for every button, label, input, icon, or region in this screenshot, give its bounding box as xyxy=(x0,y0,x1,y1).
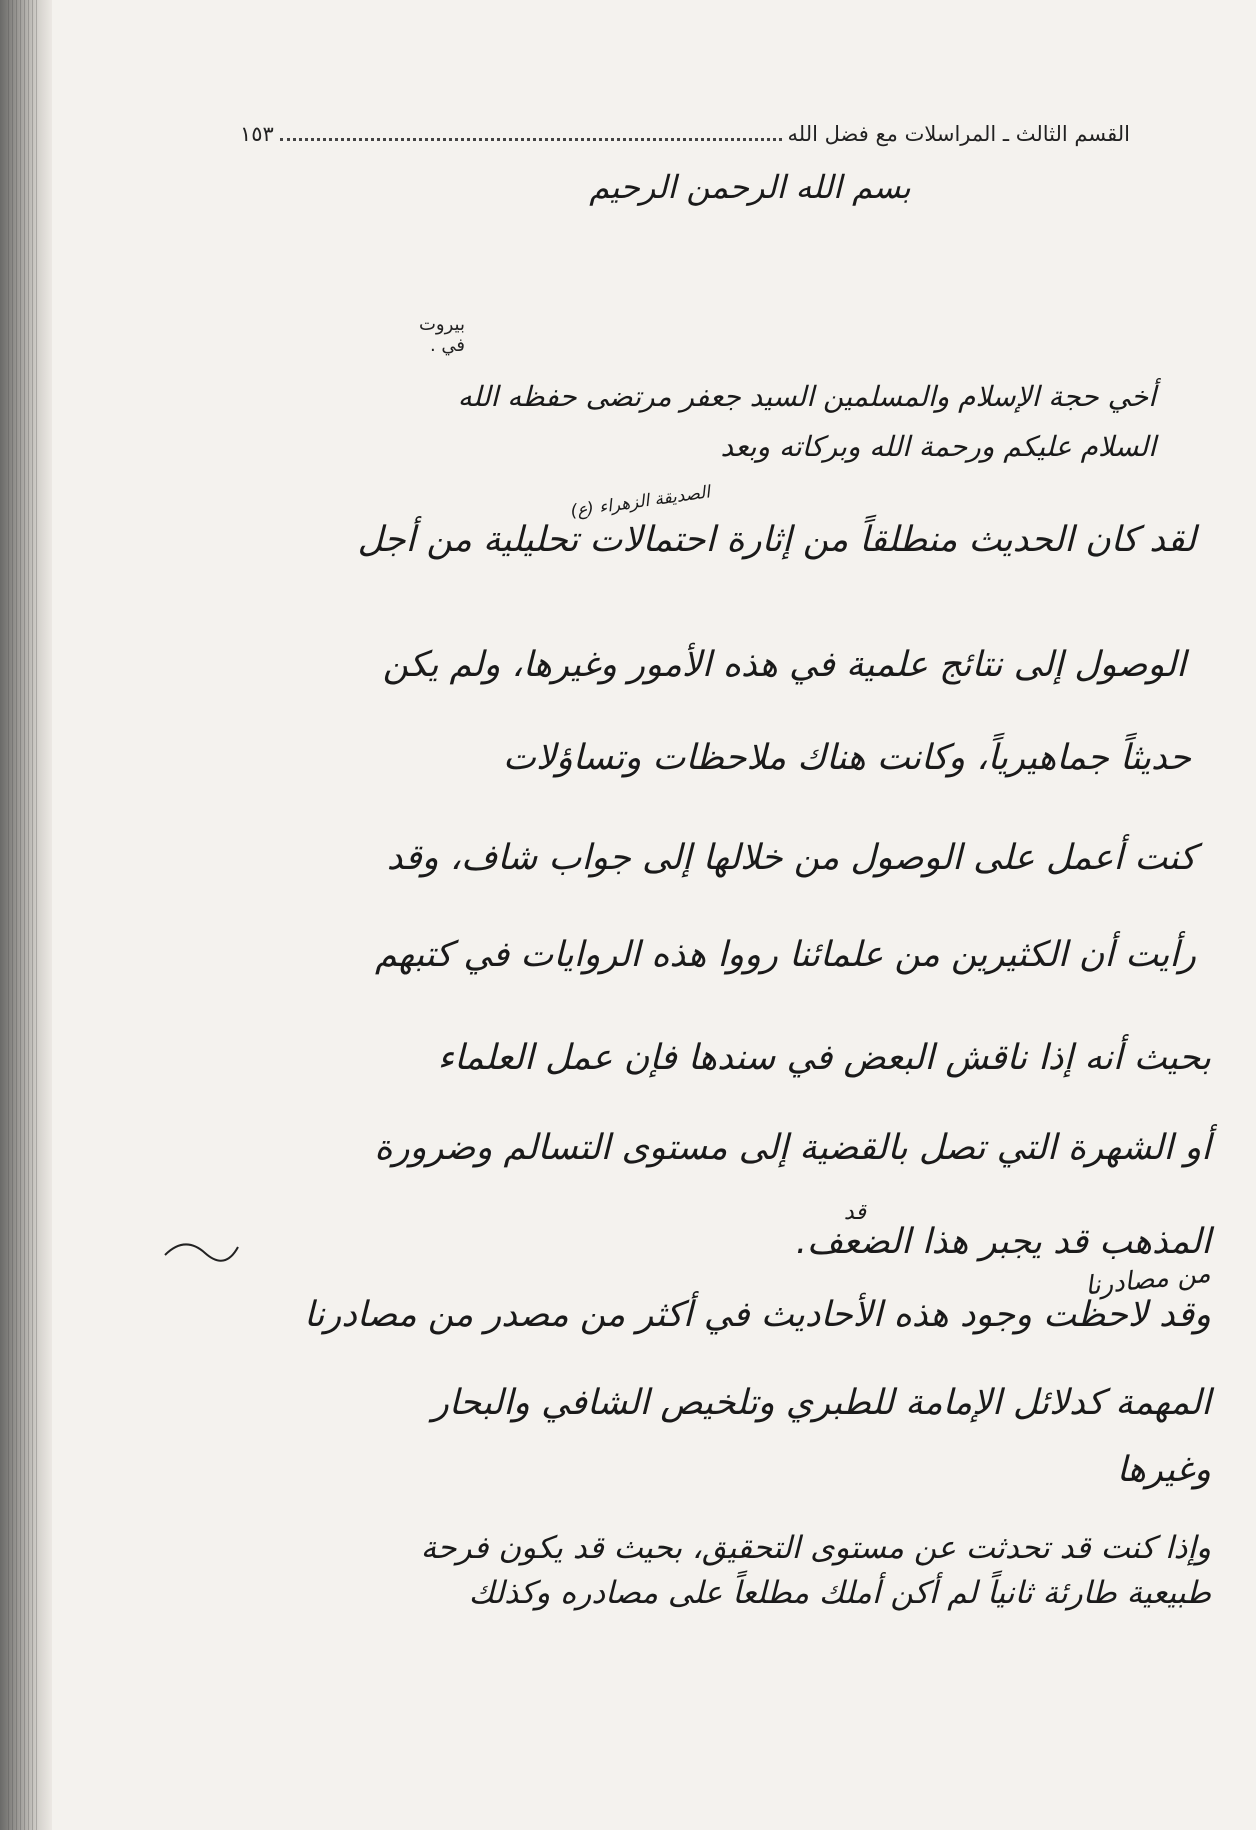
book-page-edge xyxy=(0,0,52,1830)
letter-line-6: بحيث أنه إذا ناقش البعض في سندها فإن عمل العلماء xyxy=(437,1038,1211,1078)
page-number: ١٥٣ xyxy=(240,122,274,146)
letter-line-5: رأيت أن الكثيرين من علمائنا رووا هذه الروايات في كتبهم xyxy=(375,935,1196,975)
letter-line-2: الوصول إلى نتائج علمية في هذه الأمور وغيرها، ولم يكن xyxy=(382,645,1186,685)
letter-line-10: المهمة كدلائل الإمامة للطبري وتلخيص الشافي والبحار xyxy=(431,1383,1211,1423)
letter-line-8: المذهب قد يجبر هذا الضعف. xyxy=(795,1222,1211,1262)
letter-line-3: حديثاً جماهيرياً، وكانت هناك ملاحظات وتساؤلات xyxy=(503,738,1191,778)
page-edge-texture xyxy=(8,0,38,1830)
letter-line-11: وغيرها xyxy=(1116,1450,1211,1490)
greeting-line-1: أخي حجة الإسلام والمسلمين السيد جعفر مرتضى حفظه الله xyxy=(457,380,1156,413)
interlinear-insertion-line-8: قد xyxy=(843,1200,866,1225)
greeting-line-2: السلام عليكم ورحمة الله وبركاته وبعد xyxy=(720,430,1156,463)
place-and-date: بيروت في . xyxy=(418,314,465,356)
interlinear-insertion: الصديقة الزهراء (ع) xyxy=(569,482,712,522)
letter-line-1: لقد كان الحديث منطلقاً من إثارة احتمالات تحليلية من أجل xyxy=(357,520,1196,560)
letter-line-7: أو الشهرة التي تصل بالقضية إلى مستوى التسالم وضرورة xyxy=(374,1128,1211,1168)
letter-line-4: كنت أعمل على الوصول من خلالها إلى جواب شاف، وقد xyxy=(386,838,1196,878)
interlinear-insertion-line-9: من مصادرنا xyxy=(1084,1258,1213,1302)
letter-line-12: وإذا كنت قد تحدثت عن مستوى التحقيق، بحيث قد يكون فرحة xyxy=(420,1530,1211,1566)
basmala: بسم الله الرحمن الرحيم xyxy=(589,168,911,206)
running-header xyxy=(240,118,1130,150)
header-dot-leader xyxy=(280,128,782,141)
letter-line-13: طبيعية طارئة ثانياً لم أكن أملك مطلعاً على مصادره وكذلك xyxy=(468,1575,1211,1611)
margin-insertion-mark xyxy=(160,1225,240,1285)
letter-line-9: وقد لاحظت وجود هذه الأحاديث في أكثر من مصدر من مصادرنا xyxy=(304,1295,1211,1335)
section-title: القسم الثالث ـ المراسلات مع فضل الله xyxy=(787,122,1130,146)
